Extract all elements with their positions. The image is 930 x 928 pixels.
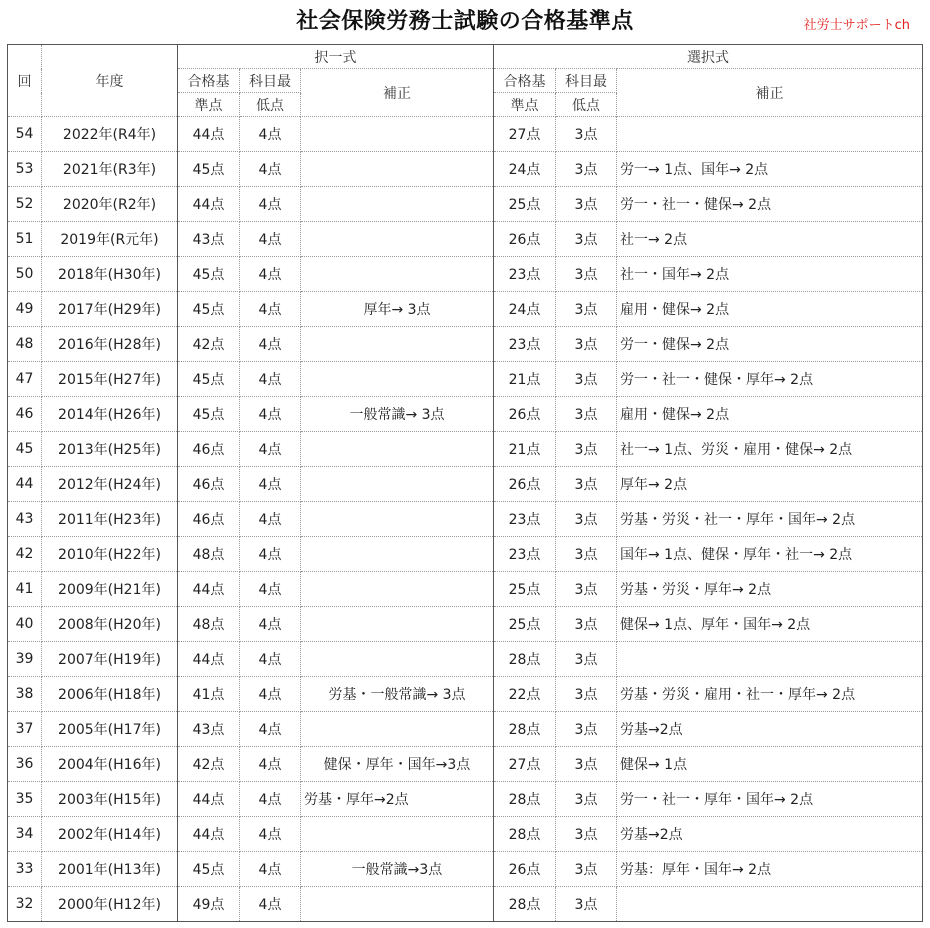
table-row — [8, 432, 923, 467]
row-year: 2006年(H18年) — [42, 677, 178, 712]
row-t-min: 4点 — [240, 852, 301, 887]
table-row — [8, 117, 923, 152]
row-t-min: 4点 — [240, 607, 301, 642]
row-t-min: 4点 — [240, 642, 301, 677]
row-s-adj: 雇用・健保→ 2点 — [617, 397, 923, 432]
table-row — [8, 642, 923, 677]
row-kai: 44 — [8, 467, 42, 502]
table-row — [8, 257, 923, 292]
row-t-min: 4点 — [240, 292, 301, 327]
row-s-min: 3点 — [556, 362, 617, 397]
row-t-min: 4点 — [240, 397, 301, 432]
row-t-pass: 44点 — [178, 642, 240, 677]
row-t-pass: 44点 — [178, 782, 240, 817]
row-t-min: 4点 — [240, 362, 301, 397]
row-t-pass: 44点 — [178, 817, 240, 852]
row-s-pass: 26点 — [494, 397, 556, 432]
row-t-min: 4点 — [240, 817, 301, 852]
row-kai: 47 — [8, 362, 42, 397]
row-s-adj: 社一→ 2点 — [617, 222, 923, 257]
row-t-pass: 49点 — [178, 887, 240, 922]
row-s-pass: 26点 — [494, 852, 556, 887]
row-s-min: 3点 — [556, 537, 617, 572]
row-s-adj: 労一・社一・厚年・国年→ 2点 — [617, 782, 923, 817]
row-kai: 38 — [8, 677, 42, 712]
row-t-min: 4点 — [240, 152, 301, 187]
row-t-pass: 43点 — [178, 712, 240, 747]
row-t-min: 4点 — [240, 712, 301, 747]
row-s-adj: 労一・健保→ 2点 — [617, 327, 923, 362]
row-year: 2011年(H23年) — [42, 502, 178, 537]
row-year: 2000年(H12年) — [42, 887, 178, 922]
row-t-pass: 48点 — [178, 537, 240, 572]
row-kai: 43 — [8, 502, 42, 537]
row-year: 2017年(H29年) — [42, 292, 178, 327]
row-s-pass: 21点 — [494, 362, 556, 397]
row-kai: 34 — [8, 817, 42, 852]
table-row — [8, 852, 923, 887]
row-t-min: 4点 — [240, 187, 301, 222]
row-s-adj: 雇用・健保→ 2点 — [617, 292, 923, 327]
row-t-min: 4点 — [240, 432, 301, 467]
row-year: 2010年(H22年) — [42, 537, 178, 572]
row-s-min: 3点 — [556, 467, 617, 502]
row-s-pass: 28点 — [494, 642, 556, 677]
row-t-adj — [301, 572, 494, 607]
row-s-adj: 労一→ 1点、国年→ 2点 — [617, 152, 923, 187]
row-t-pass: 46点 — [178, 502, 240, 537]
row-t-adj — [301, 257, 494, 292]
row-year: 2007年(H19年) — [42, 642, 178, 677]
row-t-adj — [301, 607, 494, 642]
row-t-pass: 45点 — [178, 257, 240, 292]
row-s-pass: 22点 — [494, 677, 556, 712]
row-t-pass: 43点 — [178, 222, 240, 257]
row-s-min: 3点 — [556, 887, 617, 922]
row-t-min: 4点 — [240, 747, 301, 782]
row-year: 2021年(R3年) — [42, 152, 178, 187]
table-row — [8, 502, 923, 537]
header-s-pass-2: 準点 — [494, 93, 556, 117]
table-row — [8, 187, 923, 222]
row-t-adj — [301, 222, 494, 257]
row-s-pass: 25点 — [494, 572, 556, 607]
row-s-min: 3点 — [556, 292, 617, 327]
row-year: 2016年(H28年) — [42, 327, 178, 362]
row-s-pass: 23点 — [494, 257, 556, 292]
row-year: 2001年(H13年) — [42, 852, 178, 887]
row-t-adj: 健保・厚年・国年→3点 — [301, 747, 494, 782]
row-kai: 42 — [8, 537, 42, 572]
row-s-pass: 28点 — [494, 887, 556, 922]
row-s-adj: 社一・国年→ 2点 — [617, 257, 923, 292]
row-s-adj: 健保→ 1点、厚年・国年→ 2点 — [617, 607, 923, 642]
row-t-min: 4点 — [240, 782, 301, 817]
header-sentaku: 選択式 — [494, 45, 923, 69]
row-year: 2022年(R4年) — [42, 117, 178, 152]
row-year: 2020年(R2年) — [42, 187, 178, 222]
row-kai: 33 — [8, 852, 42, 887]
row-s-adj: 厚年→ 2点 — [617, 467, 923, 502]
row-s-min: 3点 — [556, 117, 617, 152]
table-row — [8, 677, 923, 712]
row-kai: 51 — [8, 222, 42, 257]
row-kai: 37 — [8, 712, 42, 747]
row-s-pass: 23点 — [494, 537, 556, 572]
row-s-pass: 26点 — [494, 467, 556, 502]
row-kai: 32 — [8, 887, 42, 922]
table-row — [8, 712, 923, 747]
row-s-pass: 28点 — [494, 712, 556, 747]
row-s-pass: 27点 — [494, 747, 556, 782]
row-t-min: 4点 — [240, 537, 301, 572]
row-s-pass: 27点 — [494, 117, 556, 152]
row-s-adj: 労基・労災・社一・厚年・国年→ 2点 — [617, 502, 923, 537]
header-t-hosei: 補正 — [301, 69, 494, 117]
row-t-adj — [301, 642, 494, 677]
row-s-pass: 24点 — [494, 292, 556, 327]
row-kai: 52 — [8, 187, 42, 222]
row-t-adj — [301, 502, 494, 537]
header-kai: 回 — [8, 45, 42, 117]
row-t-pass: 42点 — [178, 327, 240, 362]
row-year: 2014年(H26年) — [42, 397, 178, 432]
row-s-pass: 28点 — [494, 782, 556, 817]
row-t-adj — [301, 887, 494, 922]
row-s-min: 3点 — [556, 432, 617, 467]
header-s-min-2: 低点 — [556, 93, 617, 117]
row-t-adj — [301, 327, 494, 362]
row-t-pass: 45点 — [178, 362, 240, 397]
row-t-min: 4点 — [240, 222, 301, 257]
row-kai: 54 — [8, 117, 42, 152]
row-t-adj — [301, 467, 494, 502]
row-s-min: 3点 — [556, 187, 617, 222]
row-t-adj — [301, 117, 494, 152]
row-kai: 35 — [8, 782, 42, 817]
row-t-pass: 45点 — [178, 397, 240, 432]
table-row — [8, 747, 923, 782]
row-s-min: 3点 — [556, 677, 617, 712]
row-kai: 39 — [8, 642, 42, 677]
row-s-min: 3点 — [556, 222, 617, 257]
row-kai: 40 — [8, 607, 42, 642]
row-s-min: 3点 — [556, 607, 617, 642]
row-t-adj — [301, 817, 494, 852]
header-s-pass: 合格基 — [494, 69, 556, 93]
row-t-adj — [301, 152, 494, 187]
row-kai: 36 — [8, 747, 42, 782]
header-t-min: 科目最 — [240, 69, 301, 93]
row-t-pass: 44点 — [178, 187, 240, 222]
table-row — [8, 887, 923, 922]
row-year: 2012年(H24年) — [42, 467, 178, 502]
row-s-adj: 労基→2点 — [617, 817, 923, 852]
row-s-min: 3点 — [556, 642, 617, 677]
row-kai: 41 — [8, 572, 42, 607]
header-s-min: 科目最 — [556, 69, 617, 93]
row-s-pass: 25点 — [494, 607, 556, 642]
row-s-min: 3点 — [556, 257, 617, 292]
row-t-adj: 労基・一般常識→ 3点 — [301, 677, 494, 712]
row-s-pass: 23点 — [494, 327, 556, 362]
row-s-min: 3点 — [556, 782, 617, 817]
row-t-pass: 45点 — [178, 152, 240, 187]
row-s-adj: 社一→ 1点、労災・雇用・健保→ 2点 — [617, 432, 923, 467]
table-row — [8, 327, 923, 362]
row-s-adj: 労基：厚年・国年→ 2点 — [617, 852, 923, 887]
row-year: 2002年(H14年) — [42, 817, 178, 852]
table-row — [8, 817, 923, 852]
row-year: 2008年(H20年) — [42, 607, 178, 642]
row-s-pass: 23点 — [494, 502, 556, 537]
header-t-pass: 合格基 — [178, 69, 240, 93]
row-s-min: 3点 — [556, 747, 617, 782]
row-t-min: 4点 — [240, 327, 301, 362]
row-s-min: 3点 — [556, 397, 617, 432]
row-t-pass: 45点 — [178, 852, 240, 887]
header-t-min-2: 低点 — [240, 93, 301, 117]
row-t-min: 4点 — [240, 467, 301, 502]
row-year: 2013年(H25年) — [42, 432, 178, 467]
row-year: 2019年(R元年) — [42, 222, 178, 257]
row-kai: 45 — [8, 432, 42, 467]
row-s-adj: 労一・社一・健保→ 2点 — [617, 187, 923, 222]
table-row — [8, 397, 923, 432]
table-row — [8, 572, 923, 607]
row-kai: 49 — [8, 292, 42, 327]
row-t-adj: 一般常識→3点 — [301, 852, 494, 887]
row-s-adj: 健保→ 1点 — [617, 747, 923, 782]
row-t-min: 4点 — [240, 502, 301, 537]
table-row — [8, 292, 923, 327]
table-row — [8, 222, 923, 257]
header-t-pass-2: 準点 — [178, 93, 240, 117]
header-s-hosei: 補正 — [617, 69, 923, 117]
row-s-min: 3点 — [556, 852, 617, 887]
row-t-min: 4点 — [240, 572, 301, 607]
row-t-pass: 41点 — [178, 677, 240, 712]
table-row — [8, 467, 923, 502]
table-row — [8, 362, 923, 397]
pass-score-table — [7, 44, 923, 922]
brand-label: 社労士サポートch — [803, 18, 910, 33]
table-row — [8, 537, 923, 572]
row-s-adj: 労基・労災・雇用・社一・厚年→ 2点 — [617, 677, 923, 712]
row-s-pass: 24点 — [494, 152, 556, 187]
row-s-adj — [617, 117, 923, 152]
row-s-adj: 労基・労災・厚年→ 2点 — [617, 572, 923, 607]
row-s-min: 3点 — [556, 712, 617, 747]
row-s-min: 3点 — [556, 327, 617, 362]
row-t-adj — [301, 362, 494, 397]
row-t-pass: 45点 — [178, 292, 240, 327]
row-kai: 46 — [8, 397, 42, 432]
row-t-min: 4点 — [240, 677, 301, 712]
row-s-pass: 21点 — [494, 432, 556, 467]
row-t-adj — [301, 432, 494, 467]
row-t-min: 4点 — [240, 887, 301, 922]
row-year: 2015年(H27年) — [42, 362, 178, 397]
row-s-adj: 労基→2点 — [617, 712, 923, 747]
row-t-pass: 48点 — [178, 607, 240, 642]
row-t-pass: 42点 — [178, 747, 240, 782]
row-s-min: 3点 — [556, 502, 617, 537]
row-t-pass: 46点 — [178, 432, 240, 467]
row-s-min: 3点 — [556, 817, 617, 852]
row-t-min: 4点 — [240, 257, 301, 292]
row-year: 2009年(H21年) — [42, 572, 178, 607]
table-row — [8, 607, 923, 642]
table-row — [8, 152, 923, 187]
row-t-adj — [301, 187, 494, 222]
row-s-pass: 26点 — [494, 222, 556, 257]
row-year: 2005年(H17年) — [42, 712, 178, 747]
row-t-pass: 44点 — [178, 572, 240, 607]
row-s-pass: 25点 — [494, 187, 556, 222]
row-t-pass: 46点 — [178, 467, 240, 502]
row-t-adj — [301, 712, 494, 747]
row-kai: 50 — [8, 257, 42, 292]
row-s-min: 3点 — [556, 152, 617, 187]
row-t-adj: 一般常識→ 3点 — [301, 397, 494, 432]
row-year: 2004年(H16年) — [42, 747, 178, 782]
row-s-pass: 28点 — [494, 817, 556, 852]
row-year: 2018年(H30年) — [42, 257, 178, 292]
row-t-min: 4点 — [240, 117, 301, 152]
row-s-min: 3点 — [556, 572, 617, 607]
row-t-adj: 労基・厚年→2点 — [301, 782, 494, 817]
row-t-adj — [301, 537, 494, 572]
row-s-adj — [617, 887, 923, 922]
row-s-adj: 労一・社一・健保・厚年→ 2点 — [617, 362, 923, 397]
row-t-adj: 厚年→ 3点 — [301, 292, 494, 327]
header-takuitsu: 択一式 — [178, 45, 494, 69]
row-s-adj — [617, 642, 923, 677]
row-s-adj: 国年→ 1点、健保・厚年・社一→ 2点 — [617, 537, 923, 572]
row-kai: 53 — [8, 152, 42, 187]
header-nendo: 年度 — [42, 45, 178, 117]
table-row — [8, 782, 923, 817]
row-year: 2003年(H15年) — [42, 782, 178, 817]
row-t-pass: 44点 — [178, 117, 240, 152]
page-title: 社会保険労務士試験の合格基準点 — [296, 9, 634, 34]
row-kai: 48 — [8, 327, 42, 362]
